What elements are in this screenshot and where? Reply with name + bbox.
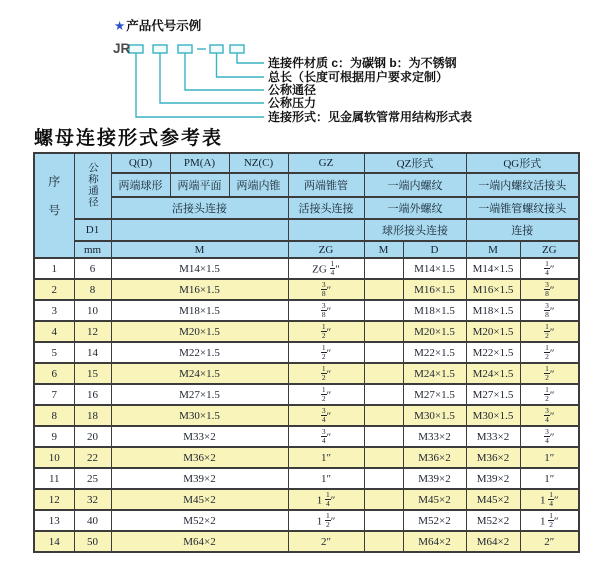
qz-d-cell: M64×2 [403, 531, 466, 552]
diagram-label-diameter: 公称通径 [268, 83, 317, 97]
dn-cell: 8 [74, 279, 111, 300]
dn-cell: 50 [74, 531, 111, 552]
leader-line-material [237, 53, 264, 63]
qz-d-cell: M27×1.5 [403, 384, 466, 405]
code-box-1 [129, 45, 143, 53]
qg-zg-cell: $\frac{1}{4}$ ″ [520, 258, 579, 279]
qg-m-cell: M22×1.5 [466, 342, 520, 363]
diagram-label-connection: 连接形式：见金属软管常用结构形式表 [268, 110, 473, 124]
m-cell: M22×1.5 [111, 342, 288, 363]
qz-d-cell: M20×1.5 [403, 321, 466, 342]
dn-cell: 6 [74, 258, 111, 279]
m-cell: M36×2 [111, 447, 288, 468]
m-cell: M18×1.5 [111, 300, 288, 321]
qg-zg-cell: $\frac{3}{4}$ ″ [520, 426, 579, 447]
qz-d-cell: M36×2 [403, 447, 466, 468]
qz-d-cell: M22×1.5 [403, 342, 466, 363]
connection-header-qz: 一端外螺纹 [364, 197, 466, 219]
qg-zg-cell: $\frac{3}{8}$ ″ [520, 300, 579, 321]
qg-m-cell: M27×1.5 [466, 384, 520, 405]
qz-d-cell: M33×2 [403, 426, 466, 447]
qg-zg-cell: 1 $\frac{1}{2}$ ″ [520, 510, 579, 531]
seq-cell: 12 [34, 489, 74, 510]
m-cell: M64×2 [111, 531, 288, 552]
gz-cell: $\frac{3}{4}$ ″ [288, 405, 364, 426]
d1-header: D1 [74, 219, 111, 241]
seq-cell: 5 [34, 342, 74, 363]
table-row [34, 384, 579, 405]
dn-cell: 25 [74, 468, 111, 489]
m-cell: M16×1.5 [111, 279, 288, 300]
table-row [34, 510, 579, 531]
table-header [34, 153, 579, 258]
stacked-fraction: $\frac{1}{4}$ [325, 489, 330, 508]
stacked-fraction: $\frac{1}{2}$ [549, 510, 553, 529]
qg-zg-cell: $\frac{1}{2}$ ″ [520, 321, 579, 342]
code-box-4 [210, 45, 223, 53]
stacked-fraction: $\frac{1}{4}$ [330, 258, 335, 277]
m-cell: M14×1.5 [111, 258, 288, 279]
m-cell: M24×1.5 [111, 363, 288, 384]
qg-m-cell: M18×1.5 [466, 300, 520, 321]
gz-cell: 1″ [288, 468, 364, 489]
stacked-fraction: $\frac{1}{4}$ [549, 489, 553, 508]
stacked-fraction: $\frac{3}{4}$ [321, 405, 326, 424]
m-cell: M20×1.5 [111, 321, 288, 342]
connection-header-qg: 一端锥管螺纹接头 [466, 197, 579, 219]
qz-m-cell [364, 279, 403, 300]
qz-d-cell: M16×1.5 [403, 279, 466, 300]
qg-m-cell: M14×1.5 [466, 258, 520, 279]
qz-d-cell: M45×2 [403, 489, 466, 510]
gz-cell: $\frac{1}{2}$ ″ [288, 321, 364, 342]
table-row [34, 363, 579, 384]
seq-cell: 6 [34, 363, 74, 384]
gz-cell: $\frac{1}{2}$ ″ [288, 384, 364, 405]
qz-m-cell [364, 384, 403, 405]
thread-header-zg: ZG [288, 241, 364, 258]
thread-header-qz-d: D [403, 241, 466, 258]
m-cell: M27×1.5 [111, 384, 288, 405]
d1-empty-union [111, 219, 288, 241]
table-body [34, 258, 579, 552]
stacked-fraction: $\frac{3}{8}$ [545, 279, 549, 298]
qz-d-cell: M14×1.5 [403, 258, 466, 279]
qz-m-cell [364, 363, 403, 384]
table-row [34, 258, 579, 279]
code-box-5 [230, 45, 244, 53]
d1-empty-gz [288, 219, 364, 241]
table-row [34, 489, 579, 510]
gz-cell: $\frac{1}{2}$ ″ [288, 342, 364, 363]
m-cell: M33×2 [111, 426, 288, 447]
seq-cell: 2 [34, 279, 74, 300]
form-header-gz: 两端锥管 [288, 173, 364, 197]
code-prefix: JR [113, 41, 131, 56]
seq-cell: 8 [34, 405, 74, 426]
seq-cell: 4 [34, 321, 74, 342]
dn-cell: 15 [74, 363, 111, 384]
table-row [34, 300, 579, 321]
diagram-lines [129, 45, 264, 117]
qg-m-cell: M24×1.5 [466, 363, 520, 384]
qz-m-cell [364, 342, 403, 363]
qg-m-cell: M45×2 [466, 489, 520, 510]
nut-connection-table [33, 152, 580, 553]
product-code-diagram [112, 34, 582, 129]
type-header-qz: QZ形式 [364, 153, 466, 173]
m-cell: M52×2 [111, 510, 288, 531]
stacked-fraction: $\frac{1}{2}$ [321, 321, 326, 340]
page-title: 螺母连接形式参考表 [34, 128, 224, 149]
qz-m-cell [364, 258, 403, 279]
thread-header-m: M [111, 241, 288, 258]
table-row [34, 447, 579, 468]
seq-cell: 1 [34, 258, 74, 279]
qz-d-cell: M52×2 [403, 510, 466, 531]
qg-m-cell: M33×2 [466, 426, 520, 447]
gz-cell: 1 $\frac{1}{2}$ ″ [288, 510, 364, 531]
stacked-fraction: $\frac{1}{2}$ [321, 363, 326, 382]
qz-d-cell: M18×1.5 [403, 300, 466, 321]
diagram-label-length: 总长（长度可根据用户要求定制） [268, 70, 449, 84]
thread-header-qg-zg: ZG [520, 241, 579, 258]
qz-m-cell [364, 468, 403, 489]
seq-cell: 10 [34, 447, 74, 468]
gz-cell: $\frac{1}{2}$ ″ [288, 363, 364, 384]
m-cell: M30×1.5 [111, 405, 288, 426]
seq-cell: 9 [34, 426, 74, 447]
stacked-fraction: $\frac{3}{8}$ [545, 300, 549, 319]
type-header-qg: QG形式 [466, 153, 579, 173]
product-code-heading [114, 16, 201, 34]
stacked-fraction: $\frac{1}{2}$ [325, 510, 330, 529]
qz-d-cell: M39×2 [403, 468, 466, 489]
seq-cell: 13 [34, 510, 74, 531]
dn-header-text: 公称通径 [87, 161, 98, 208]
qg-zg-cell: $\frac{1}{2}$ ″ [520, 384, 579, 405]
qz-d-cell: M24×1.5 [403, 363, 466, 384]
qz-d-cell: M30×1.5 [403, 405, 466, 426]
dn-cell: 18 [74, 405, 111, 426]
seq-cell: 7 [34, 384, 74, 405]
type-header-nzc: NZ(C) [229, 153, 288, 173]
stacked-fraction: $\frac{1}{4}$ [545, 258, 549, 277]
leader-line-diameter [185, 53, 264, 90]
dn-cell: 22 [74, 447, 111, 468]
form-header-qz: 一端内螺纹 [364, 173, 466, 197]
dn-cell: 16 [74, 384, 111, 405]
header-row-connections [34, 197, 579, 219]
stacked-fraction: $\frac{3}{8}$ [321, 300, 326, 319]
gz-cell: $\frac{3}{8}$ ″ [288, 300, 364, 321]
seq-cell: 11 [34, 468, 74, 489]
dn-cell: 12 [74, 321, 111, 342]
table-row [34, 342, 579, 363]
seq-cell: 3 [34, 300, 74, 321]
qg-m-cell: M20×1.5 [466, 321, 520, 342]
subconnection-header-qz: 球形接头连接 [364, 219, 466, 241]
gz-cell: 1″ [288, 447, 364, 468]
seq-header [34, 153, 74, 258]
form-header-nzc: 两端内锥 [229, 173, 288, 197]
thread-header-qg-m: M [466, 241, 520, 258]
leader-line-length [217, 53, 265, 77]
qz-m-cell [364, 300, 403, 321]
gz-cell: 2″ [288, 531, 364, 552]
stacked-fraction: $\frac{1}{2}$ [545, 321, 549, 340]
qg-m-cell: M64×2 [466, 531, 520, 552]
qz-m-cell [364, 531, 403, 552]
m-cell: M45×2 [111, 489, 288, 510]
dn-cell: 14 [74, 342, 111, 363]
unit-header: mm [74, 241, 111, 258]
qg-zg-cell: 1 $\frac{1}{4}$ ″ [520, 489, 579, 510]
m-cell: M39×2 [111, 468, 288, 489]
qz-m-cell [364, 426, 403, 447]
header-row-d1 [34, 219, 579, 241]
qg-zg-cell: $\frac{3}{4}$ ″ [520, 405, 579, 426]
stacked-fraction: $\frac{3}{4}$ [545, 426, 549, 445]
qg-m-cell: M16×1.5 [466, 279, 520, 300]
header-row-units [34, 241, 579, 258]
table-row [34, 321, 579, 342]
qg-zg-cell: $\frac{1}{2}$ ″ [520, 342, 579, 363]
gz-cell: $\frac{3}{4}$ ″ [288, 426, 364, 447]
thread-header-qz-m: M [364, 241, 403, 258]
qz-m-cell [364, 321, 403, 342]
gz-cell: 1 $\frac{1}{4}$ ″ [288, 489, 364, 510]
qz-m-cell [364, 489, 403, 510]
qz-m-cell [364, 447, 403, 468]
connection-header-gz: 活接头连接 [288, 197, 364, 219]
dn-cell: 32 [74, 489, 111, 510]
qg-m-cell: M52×2 [466, 510, 520, 531]
table-row [34, 279, 579, 300]
code-box-2 [153, 45, 167, 53]
stacked-fraction: $\frac{1}{2}$ [545, 342, 549, 361]
connection-header-union: 活接头连接 [111, 197, 288, 219]
dn-header [74, 153, 111, 219]
star-icon: ★ [114, 19, 126, 33]
product-code-heading-text: 产品代号示例 [126, 19, 202, 33]
form-header-qd: 两端球形 [111, 173, 170, 197]
diagram-label-pressure: 公称压力 [268, 96, 317, 110]
type-header-pma: PM(A) [170, 153, 229, 173]
code-box-3 [178, 45, 192, 53]
stacked-fraction: $\frac{3}{4}$ [321, 426, 326, 445]
gz-cell: $\frac{3}{8}$ ″ [288, 279, 364, 300]
qg-m-cell: M39×2 [466, 468, 520, 489]
table-row [34, 405, 579, 426]
stacked-fraction: $\frac{1}{2}$ [545, 363, 549, 382]
qg-zg-cell: 1″ [520, 447, 579, 468]
stacked-fraction: $\frac{1}{2}$ [545, 384, 549, 403]
type-header-qd: Q(D) [111, 153, 170, 173]
header-row-forms [34, 173, 579, 197]
stacked-fraction: $\frac{1}{2}$ [321, 384, 326, 403]
stacked-fraction: $\frac{1}{2}$ [321, 342, 326, 361]
qg-zg-cell: $\frac{1}{2}$ ″ [520, 363, 579, 384]
qg-zg-cell: $\frac{3}{8}$ ″ [520, 279, 579, 300]
form-header-pma: 两端平面 [170, 173, 229, 197]
table-row [34, 468, 579, 489]
stacked-fraction: $\frac{3}{4}$ [545, 405, 549, 424]
diagram-label-material: 连接件材质 c：为碳钢 b：为不锈钢 [268, 56, 457, 70]
qg-m-cell: M36×2 [466, 447, 520, 468]
seq-cell: 14 [34, 531, 74, 552]
type-header-gz: GZ [288, 153, 364, 173]
dn-cell: 40 [74, 510, 111, 531]
gz-cell: ZG $\frac{1}{4}$ ″ [288, 258, 364, 279]
table-row [34, 531, 579, 552]
table-row [34, 426, 579, 447]
stacked-fraction: $\frac{3}{8}$ [321, 279, 326, 298]
qz-m-cell [364, 405, 403, 426]
qg-zg-cell: 2″ [520, 531, 579, 552]
seq-header-text: 序号 [46, 175, 61, 233]
qg-zg-cell: 1″ [520, 468, 579, 489]
dn-cell: 20 [74, 426, 111, 447]
header-row-types [34, 153, 579, 173]
qz-m-cell [364, 510, 403, 531]
leader-line-pressure [160, 53, 264, 103]
qg-m-cell: M30×1.5 [466, 405, 520, 426]
form-header-qg: 一端内螺纹活接头 [466, 173, 579, 197]
subconnection-header-qg: 连接 [466, 219, 579, 241]
dn-cell: 10 [74, 300, 111, 321]
